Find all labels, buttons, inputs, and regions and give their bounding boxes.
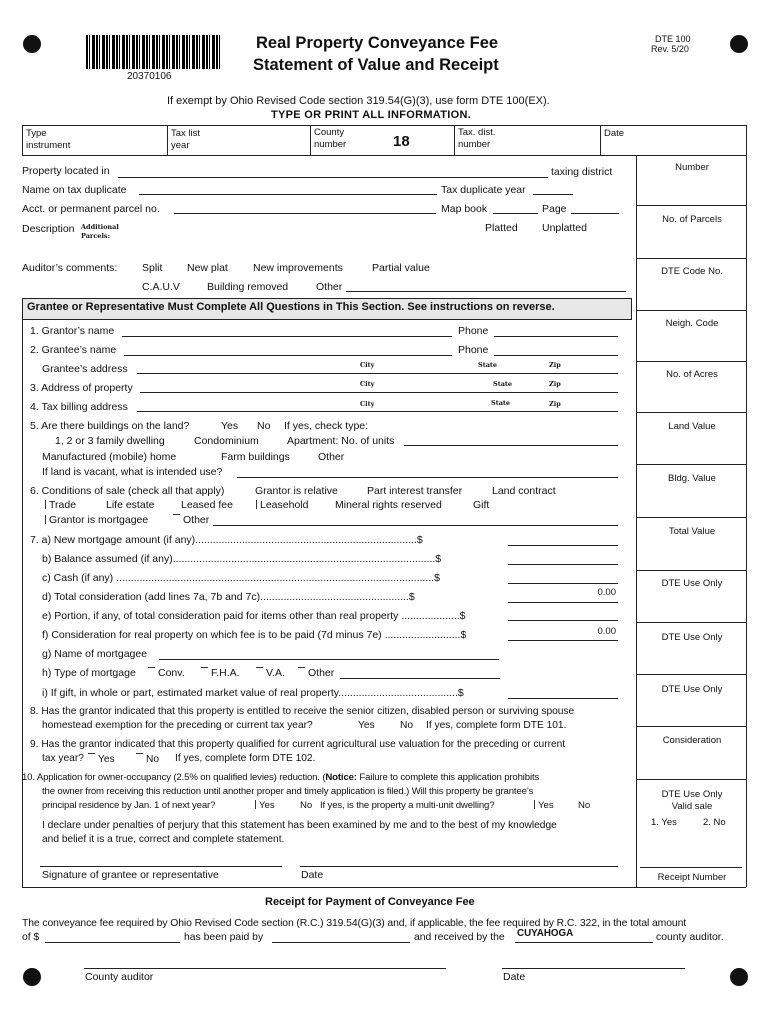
q5-if-yes: If yes, check type: — [284, 420, 369, 432]
grantor-mortgagee-label: Grantor is mortgagee — [49, 514, 149, 526]
top-table-divider — [600, 125, 601, 155]
county-number-field[interactable]: County number — [314, 127, 347, 150]
valid-sale-label: Valid sale — [671, 801, 713, 812]
receipt-paid-by-label: has been paid by — [184, 932, 264, 943]
mortgage-other-option[interactable] — [298, 667, 334, 679]
platted-option[interactable]: Platted — [485, 222, 518, 234]
zip-label: Zip — [549, 400, 561, 408]
leasehold-label: Leasehold — [260, 499, 309, 511]
q10-notice: Notice: — [325, 772, 357, 783]
type-print-notice: TYPE OR PRINT ALL INFORMATION. — [271, 109, 472, 121]
q7a-input[interactable] — [508, 545, 618, 546]
grantee-address-input[interactable] — [137, 373, 618, 374]
grantee-address-label: Grantee’s address — [42, 363, 128, 375]
farm-buildings-option[interactable]: Farm buildings — [221, 451, 290, 463]
grantee-name-input[interactable] — [124, 355, 452, 356]
q7f-label: f) Consideration for real property on which fee is to be paid (7d minus 7e) ..........................$ — [42, 629, 467, 641]
right-column-bottom — [636, 887, 746, 888]
county-name: CUYAHOGA — [517, 928, 574, 939]
q8-line2: homestead exemption for the preceding or current tax year? — [42, 720, 313, 731]
q8-line1: 8. Has the grantor indicated that this property is entitled to receive the senior citizen, disabled person or surviving spouse — [30, 706, 575, 717]
q7i-input[interactable] — [508, 698, 618, 699]
q7b-input[interactable] — [508, 564, 618, 565]
q7g-label: g) Name of mortgagee — [42, 648, 148, 660]
total-value-cell[interactable]: Total Value — [668, 526, 716, 537]
property-located-input[interactable] — [118, 177, 548, 178]
grantor-mortgagee-option[interactable] — [45, 514, 148, 526]
receipt-number-line — [640, 867, 742, 868]
top-table-border — [22, 125, 23, 155]
mineral-rights-option[interactable]: Mineral rights reserved — [335, 499, 442, 511]
fha-option[interactable] — [201, 667, 240, 679]
registration-mark-bottom-right — [730, 968, 748, 986]
grantee-phone-input[interactable] — [494, 355, 618, 356]
q10-tail: If yes, is the property a multi-unit dwelling? — [320, 800, 495, 811]
valid-sale-no[interactable]: 2. No — [703, 817, 726, 828]
declaration-line1: I declare under penalties of perjury that this statement has been examined by me and to the best of my knowledge — [42, 820, 557, 831]
q10-multi-yes[interactable] — [534, 800, 554, 811]
exempt-note: If exempt by Ohio Revised Code section 319.54(G)(3), use form DTE 100(EX). — [167, 95, 550, 107]
dte-use-only-cell-4: DTE Use Only — [661, 789, 723, 800]
building-removed-option[interactable]: Building removed — [207, 281, 289, 293]
receipt-paid-by-input[interactable] — [272, 942, 410, 943]
receipt-of-label: of $ — [22, 932, 40, 943]
vacant-land-input[interactable] — [237, 477, 618, 478]
part-interest-option[interactable]: Part interest transfer — [367, 485, 463, 497]
state-label: State — [493, 380, 513, 388]
top-table-border — [746, 125, 747, 155]
right-divider — [636, 310, 746, 311]
conditions-other-option[interactable] — [173, 514, 209, 526]
trade-label: Trade — [49, 499, 77, 511]
q7e-input[interactable] — [508, 620, 618, 621]
leasehold-option[interactable] — [256, 499, 308, 511]
q10-line3: principal residence by Jan. 1 of next year? — [42, 800, 216, 811]
map-book-input[interactable] — [493, 213, 538, 214]
top-table-divider — [454, 125, 455, 155]
q7c-label: c) Cash (if any) .............................................................................................................$ — [42, 572, 440, 584]
receipt-line1: The conveyance fee required by Ohio Revised Code section (R.C.) 319.54(G)(3) and, if applicable, the fee required by R.C. 322, in the total amount — [22, 918, 687, 929]
taxing-district-label: taxing district — [551, 166, 613, 178]
right-divider — [636, 205, 746, 206]
grantor-phone-label: Phone — [458, 325, 489, 337]
top-table-divider — [310, 125, 311, 155]
q3-label: 3. Address of property — [30, 382, 133, 394]
city-label: City — [360, 361, 375, 369]
signature-date-input[interactable] — [300, 866, 618, 867]
q1-label: 1. Grantor’s name — [30, 325, 115, 337]
date-field[interactable]: Date — [604, 128, 625, 139]
mortgage-other-input[interactable] — [340, 678, 500, 679]
q7f-value: 0.00 — [597, 626, 616, 637]
trade-option[interactable] — [45, 499, 76, 511]
q7h-label: h) Type of mortgage — [42, 667, 136, 679]
right-divider — [636, 361, 746, 362]
right-divider — [636, 674, 746, 675]
apartment-option[interactable]: Apartment: No. of units — [287, 435, 395, 447]
unplatted-option[interactable]: Unplatted — [542, 222, 587, 234]
right-divider — [636, 570, 746, 571]
form-title-line1: Real Property Conveyance Fee — [256, 34, 499, 52]
split-option[interactable]: Split — [142, 262, 163, 274]
tax-billing-address-input[interactable] — [137, 411, 618, 412]
q5-label: 5. Are there buildings on the land? — [30, 420, 190, 432]
q9-line1: 9. Has the grantor indicated that this property qualified for current agricultural use valuation for the preceding or current — [30, 739, 566, 750]
q7i-label: i) If gift, in whole or part, estimated market value of real property.........................................$ — [42, 687, 464, 699]
top-table-divider — [167, 125, 168, 155]
mortgage-other-label: Other — [308, 667, 335, 679]
city-label: City — [360, 380, 375, 388]
tax-list-year-field[interactable]: Tax list year — [171, 128, 201, 151]
land-value-cell[interactable]: Land Value — [668, 421, 716, 432]
grantee-phone-label: Phone — [458, 344, 489, 356]
receipt-number-cell[interactable]: Receipt Number — [657, 872, 727, 883]
receipt-date-label: Date — [503, 971, 526, 983]
form-title-line2: Statement of Value and Receipt — [253, 56, 499, 74]
right-divider — [636, 258, 746, 259]
va-option[interactable] — [256, 667, 285, 679]
grantee-section-left-border — [22, 318, 23, 887]
additional-parcels-label: Additional Parcels: — [81, 223, 119, 240]
q7d-value: 0.00 — [597, 587, 616, 598]
barcode — [86, 35, 222, 69]
zip-label: Zip — [549, 361, 561, 369]
q10-multi-yes-label: Yes — [538, 800, 554, 811]
property-located-label: Property located in — [22, 165, 110, 177]
county-name-input[interactable] — [515, 942, 653, 943]
right-divider — [636, 726, 746, 727]
dte-use-only-cell-2: DTE Use Only — [661, 632, 723, 643]
q7c-input[interactable] — [508, 583, 618, 584]
q10-multi-no[interactable]: No — [578, 800, 591, 811]
q6-label: 6. Conditions of sale (check all that apply) — [30, 485, 225, 497]
receipt-heading: Receipt for Payment of Conveyance Fee — [265, 896, 475, 908]
top-table-top — [22, 125, 746, 126]
apartment-units-input[interactable] — [404, 445, 618, 446]
q9-yes[interactable] — [88, 753, 115, 765]
right-column-left — [636, 155, 637, 887]
q8-no[interactable]: No — [400, 720, 414, 731]
q10-line1 — [22, 772, 539, 783]
registration-mark-top-left — [23, 35, 41, 53]
q4-label: 4. Tax billing address — [30, 401, 128, 413]
grantee-section-bottom-border — [22, 887, 636, 888]
right-divider — [636, 622, 746, 623]
acct-parcel-input[interactable] — [174, 213, 436, 214]
conv-option[interactable] — [148, 667, 185, 679]
right-divider — [636, 517, 746, 518]
grantee-section-heading: Grantee or Representative Must Complete All Questions in This Section. See instructions on reverse. — [27, 301, 555, 313]
grantor-relative-option[interactable]: Grantor is relative — [255, 485, 338, 497]
registration-mark-bottom-left — [23, 968, 41, 986]
right-divider — [636, 464, 746, 465]
q9-tail: If yes, complete form DTE 102. — [175, 753, 316, 764]
name-on-duplicate-label: Name on tax duplicate — [22, 184, 127, 196]
q7f-input[interactable] — [508, 640, 618, 641]
q10-line1-end: Failure to complete this application prohibits — [356, 772, 540, 783]
land-contract-option[interactable]: Land contract — [492, 485, 556, 497]
city-label: City — [360, 400, 375, 408]
q7d-label: d) Total consideration (add lines 7a, 7b and 7c)...................................................$ — [42, 591, 415, 603]
q10-line2: the owner from receiving this reduction until another proper and timely application is filed.) Will this property be grantee’s — [42, 786, 534, 797]
property-address-input[interactable] — [140, 392, 618, 393]
neigh-code-cell[interactable]: Neigh. Code — [665, 318, 719, 329]
state-label: State — [491, 399, 511, 407]
partial-value-option[interactable]: Partial value — [372, 262, 430, 274]
grantor-phone-input[interactable] — [494, 336, 618, 337]
name-on-duplicate-input[interactable] — [139, 194, 437, 195]
leased-fee-option[interactable]: Leased fee — [181, 499, 233, 511]
life-estate-option[interactable]: Life estate — [106, 499, 155, 511]
q2-label: 2. Grantee’s name — [30, 344, 117, 356]
page-input[interactable] — [571, 213, 619, 214]
dte-code-cell[interactable]: DTE Code No. — [661, 266, 723, 277]
acct-parcel-label: Acct. or permanent parcel no. — [22, 203, 160, 215]
receipt-date-input[interactable] — [502, 968, 685, 969]
no-parcels-cell[interactable]: No. of Parcels — [662, 214, 722, 225]
county-auditor-signature-input[interactable] — [84, 968, 446, 969]
q7b-label: b) Balance assumed (if any)..........................................................................................$ — [42, 553, 442, 565]
number-cell[interactable]: Number — [675, 162, 709, 173]
q10-yes-label: Yes — [259, 800, 275, 811]
county-number-value: 18 — [393, 133, 410, 150]
signature-date-label: Date — [301, 869, 324, 881]
q5-no[interactable]: No — [257, 420, 271, 432]
page-label: Page — [542, 203, 567, 215]
q9-no-label: No — [146, 754, 160, 765]
q7d-input[interactable] — [508, 602, 618, 603]
signature-label: Signature of grantee or representative — [42, 869, 219, 881]
registration-mark-top-right — [730, 35, 748, 53]
type-instrument-field[interactable]: Type instrument — [26, 128, 71, 151]
tax-duplicate-year-label: Tax duplicate year — [441, 184, 526, 196]
q5-yes[interactable]: Yes — [221, 420, 239, 432]
gift-option[interactable]: Gift — [473, 499, 490, 511]
q8-tail: If yes, complete form DTE 101. — [426, 720, 567, 731]
q7e-label: e) Portion, if any, of total consideration paid for items other than real property ....................$ — [42, 610, 466, 622]
fha-label: F.H.A. — [211, 667, 240, 679]
signature-input[interactable] — [40, 866, 282, 867]
right-column-right — [746, 155, 747, 887]
county-auditor-tail: county auditor. — [656, 932, 724, 943]
q10-line1-start: 10. Application for owner-occupancy (2.5% on qualified levies) reduction. ( — [22, 772, 326, 783]
q10-no[interactable]: No — [300, 800, 313, 811]
right-divider — [636, 412, 746, 413]
q9-line2: tax year? — [42, 753, 84, 764]
conditions-other-label: Other — [183, 514, 210, 526]
building-other-option[interactable]: Other — [318, 451, 345, 463]
mortgagee-name-input[interactable] — [159, 659, 499, 660]
dte-use-only-cell-3: DTE Use Only — [661, 684, 723, 695]
q8-yes[interactable]: Yes — [358, 720, 375, 731]
state-label: State — [478, 361, 498, 369]
bldg-value-cell[interactable]: Bldg. Value — [668, 473, 716, 484]
conditions-other-input[interactable] — [213, 525, 618, 526]
form-revision: Rev. 5/20 — [651, 44, 689, 54]
declaration-line2: and belief it is a true, correct and complete statement. — [42, 834, 285, 845]
q9-yes-label: Yes — [98, 754, 115, 765]
zip-label: Zip — [549, 380, 561, 388]
description-label: Description — [22, 223, 75, 235]
tax-dist-number-field[interactable]: Tax. dist. number — [458, 127, 496, 150]
map-book-label: Map book — [441, 203, 488, 215]
q7a-label: 7. a) New mortgage amount (if any)............................................................................$ — [30, 534, 423, 546]
right-divider — [636, 779, 746, 780]
no-acres-cell[interactable]: No. of Acres — [666, 369, 718, 380]
family-dwelling-option[interactable]: 1, 2 or 3 family dwelling — [55, 435, 165, 447]
new-plat-option[interactable]: New plat — [187, 262, 228, 274]
receipt-amount-input[interactable] — [45, 942, 180, 943]
county-auditor-label: County auditor — [85, 971, 154, 983]
conv-label: Conv. — [158, 667, 185, 679]
other-option[interactable]: Other — [316, 281, 343, 293]
va-label: V.A. — [266, 667, 285, 679]
other-input[interactable] — [346, 291, 626, 292]
q9-no[interactable] — [136, 753, 159, 765]
receipt-received-label: and received by the — [414, 932, 505, 943]
auditor-comments-label: Auditor’s comments: — [22, 262, 118, 274]
vacant-land-label: If land is vacant, what is intended use? — [42, 466, 223, 478]
tax-duplicate-year-input[interactable] — [533, 194, 573, 195]
valid-sale-yes[interactable]: 1. Yes — [651, 817, 677, 828]
condominium-option[interactable]: Condominium — [194, 435, 259, 447]
new-improvements-option[interactable]: New improvements — [253, 262, 343, 274]
grantor-name-input[interactable] — [122, 336, 452, 337]
top-table-bottom — [22, 155, 746, 156]
manufactured-home-option[interactable]: Manufactured (mobile) home — [42, 451, 177, 463]
q10-yes[interactable] — [255, 800, 275, 811]
form-id: DTE 100 — [655, 34, 691, 44]
cauv-option[interactable]: C.A.U.V — [142, 281, 180, 293]
consideration-cell[interactable]: Consideration — [662, 735, 722, 746]
dte-use-only-cell-1: DTE Use Only — [661, 578, 723, 589]
barcode-number: 20370106 — [127, 71, 172, 82]
